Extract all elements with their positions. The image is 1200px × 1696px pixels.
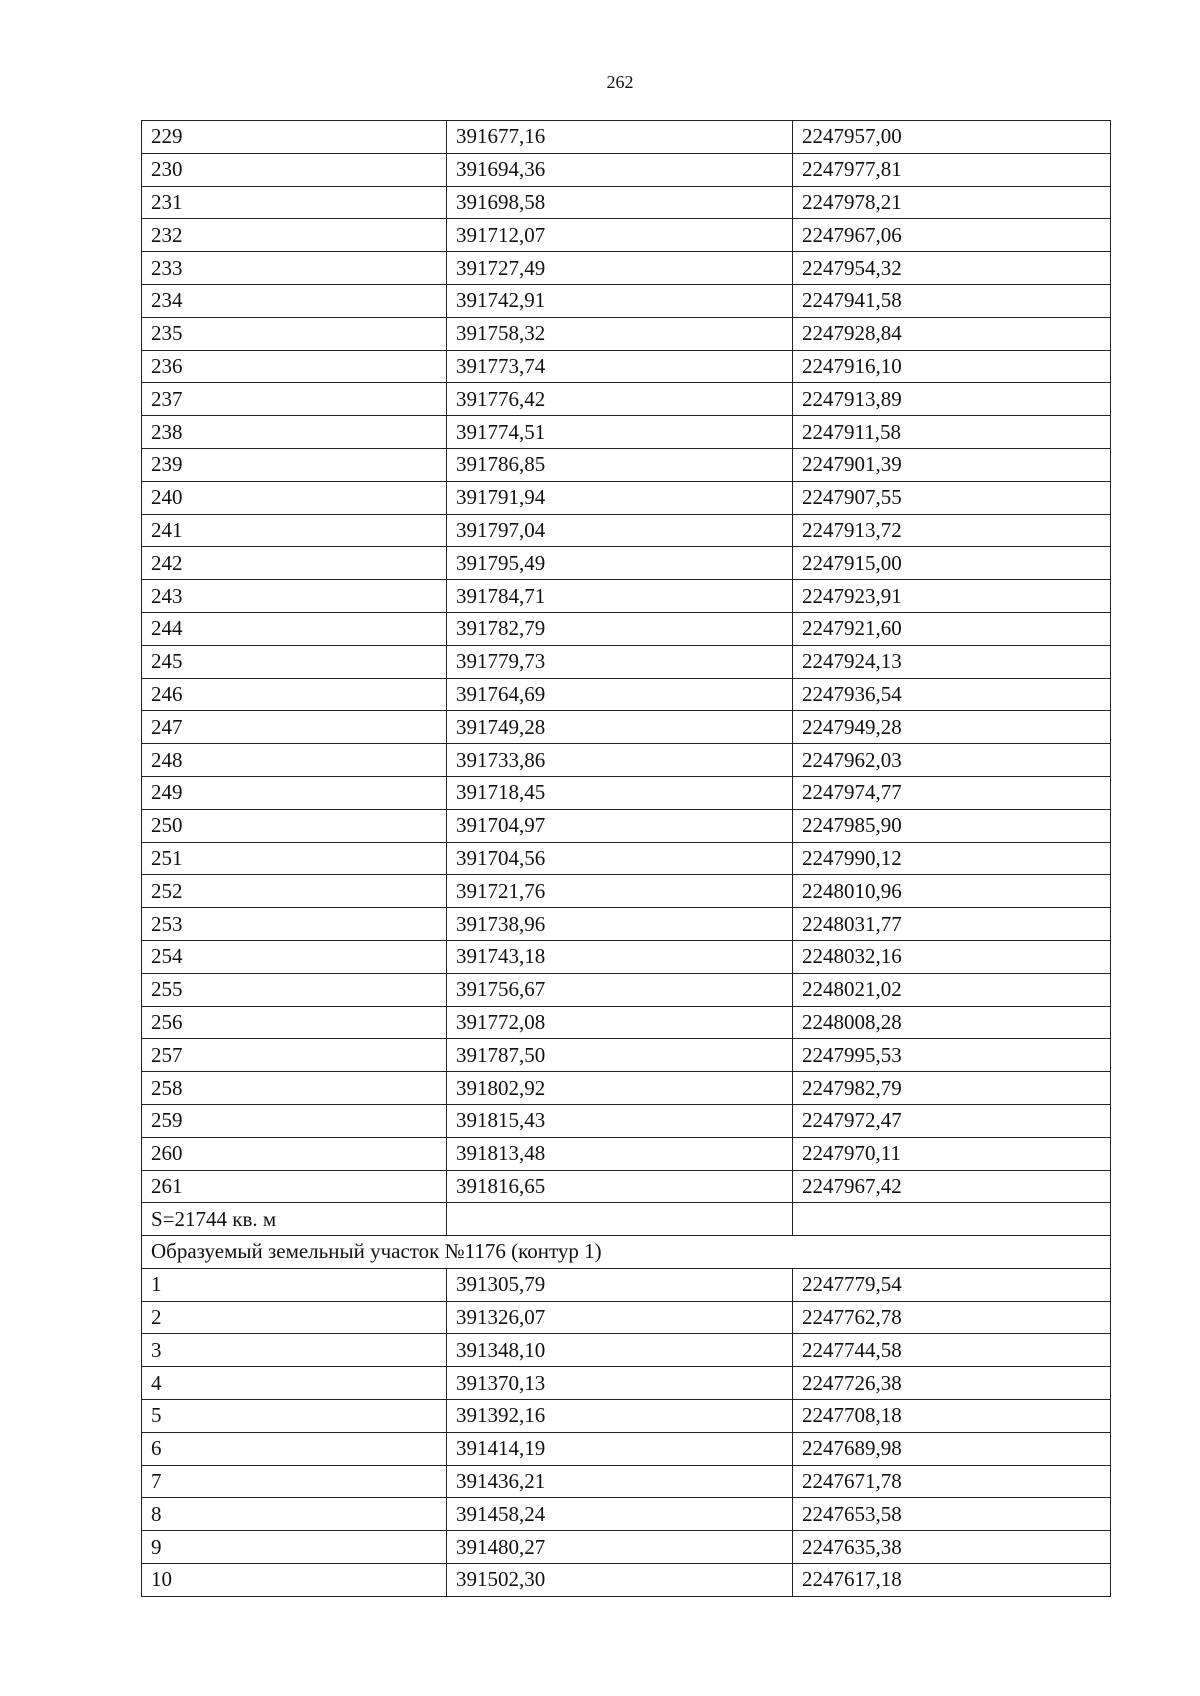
point-number-cell: 8 [142, 1498, 447, 1531]
y-coordinate-cell: 2247901,39 [793, 448, 1111, 481]
point-number-cell: 245 [142, 645, 447, 678]
point-number-cell: 7 [142, 1465, 447, 1498]
x-coordinate-cell: 391813,48 [447, 1137, 793, 1170]
y-coordinate-cell: 2247913,89 [793, 383, 1111, 416]
point-number-cell: 235 [142, 317, 447, 350]
y-coordinate-cell: 2248021,02 [793, 973, 1111, 1006]
point-number-cell: 261 [142, 1170, 447, 1203]
table-row [142, 1104, 1111, 1137]
point-number-cell: 239 [142, 448, 447, 481]
x-coordinate-cell: 391392,16 [447, 1400, 793, 1433]
table-row [142, 711, 1111, 744]
x-coordinate-cell: 391698,58 [447, 186, 793, 219]
x-coordinate-cell: 391370,13 [447, 1367, 793, 1400]
x-coordinate-cell: 391782,79 [447, 612, 793, 645]
point-number-cell: 254 [142, 940, 447, 973]
point-number-cell: 241 [142, 514, 447, 547]
point-number-cell: 258 [142, 1072, 447, 1105]
table-row [142, 1465, 1111, 1498]
table-row [142, 1400, 1111, 1433]
x-coordinate-cell: 391784,71 [447, 580, 793, 613]
area-cell: S=21744 кв. м [142, 1203, 447, 1236]
table-row [142, 1367, 1111, 1400]
point-number-cell: 230 [142, 153, 447, 186]
table-row [142, 1268, 1111, 1301]
table-row [142, 350, 1111, 383]
x-coordinate-cell: 391305,79 [447, 1268, 793, 1301]
x-coordinate-cell: 391772,08 [447, 1006, 793, 1039]
y-coordinate-cell: 2247635,38 [793, 1531, 1111, 1564]
table-row [142, 645, 1111, 678]
x-coordinate-cell: 391458,24 [447, 1498, 793, 1531]
x-coordinate-cell: 391727,49 [447, 252, 793, 285]
x-coordinate-cell: 391797,04 [447, 514, 793, 547]
table-row [142, 973, 1111, 1006]
table-row [142, 1531, 1111, 1564]
point-number-cell: 253 [142, 908, 447, 941]
point-number-cell: 9 [142, 1531, 447, 1564]
point-number-cell: 246 [142, 678, 447, 711]
x-coordinate-cell: 391694,36 [447, 153, 793, 186]
x-coordinate-cell: 391749,28 [447, 711, 793, 744]
point-number-cell: 232 [142, 219, 447, 252]
y-coordinate-cell: 2247972,47 [793, 1104, 1111, 1137]
y-coordinate-cell: 2247974,77 [793, 776, 1111, 809]
y-coordinate-cell: 2247978,21 [793, 186, 1111, 219]
y-coordinate-cell: 2247982,79 [793, 1072, 1111, 1105]
table-row [142, 317, 1111, 350]
table-row [142, 809, 1111, 842]
page-number: 262 [606, 72, 634, 92]
y-coordinate-cell: 2247977,81 [793, 153, 1111, 186]
x-coordinate-cell: 391704,56 [447, 842, 793, 875]
x-coordinate-cell: 391743,18 [447, 940, 793, 973]
y-coordinate-cell: 2247671,78 [793, 1465, 1111, 1498]
y-coordinate-cell: 2247653,58 [793, 1498, 1111, 1531]
table-row [142, 580, 1111, 613]
table-row [142, 1072, 1111, 1105]
x-coordinate-cell: 391779,73 [447, 645, 793, 678]
x-coordinate-cell: 391816,65 [447, 1170, 793, 1203]
table-row [142, 1498, 1111, 1531]
x-coordinate-cell: 391480,27 [447, 1531, 793, 1564]
x-coordinate-cell: 391733,86 [447, 744, 793, 777]
table-row [142, 1137, 1111, 1170]
table-row [142, 219, 1111, 252]
y-coordinate-cell: 2247949,28 [793, 711, 1111, 744]
x-coordinate-cell: 391712,07 [447, 219, 793, 252]
point-number-cell: 244 [142, 612, 447, 645]
point-number-cell: 236 [142, 350, 447, 383]
point-number-cell: 238 [142, 416, 447, 449]
point-number-cell: 233 [142, 252, 447, 285]
point-number-cell: 240 [142, 481, 447, 514]
y-coordinate-cell: 2247921,60 [793, 612, 1111, 645]
y-coordinate-cell: 2247924,13 [793, 645, 1111, 678]
area-row-group [142, 1203, 1111, 1269]
x-coordinate-cell: 391758,32 [447, 317, 793, 350]
table-row [142, 1564, 1111, 1597]
point-number-cell: 247 [142, 711, 447, 744]
table-row [142, 1170, 1111, 1203]
point-number-cell: 256 [142, 1006, 447, 1039]
table-row [142, 1039, 1111, 1072]
x-coordinate-cell: 391742,91 [447, 284, 793, 317]
point-number-cell: 3 [142, 1334, 447, 1367]
table-row [142, 153, 1111, 186]
y-coordinate-cell: 2247941,58 [793, 284, 1111, 317]
table-row [142, 1432, 1111, 1465]
table-row [142, 908, 1111, 941]
table-row [142, 514, 1111, 547]
y-coordinate-cell: 2247954,32 [793, 252, 1111, 285]
point-number-cell: 242 [142, 547, 447, 580]
y-coordinate-cell: 2247744,58 [793, 1334, 1111, 1367]
x-coordinate-cell: 391414,19 [447, 1432, 793, 1465]
point-number-cell: 260 [142, 1137, 447, 1170]
table-row [142, 547, 1111, 580]
x-coordinate-cell: 391738,96 [447, 908, 793, 941]
point-number-cell: 248 [142, 744, 447, 777]
point-number-cell: 249 [142, 776, 447, 809]
x-coordinate-cell: 391436,21 [447, 1465, 793, 1498]
point-number-cell: 259 [142, 1104, 447, 1137]
x-coordinate-cell: 391677,16 [447, 121, 793, 154]
y-coordinate-cell: 2248031,77 [793, 908, 1111, 941]
table-row [142, 1301, 1111, 1334]
point-number-cell: 1 [142, 1268, 447, 1301]
point-number-cell: 257 [142, 1039, 447, 1072]
point-number-cell: 237 [142, 383, 447, 416]
point-number-cell: 10 [142, 1564, 447, 1597]
x-coordinate-cell: 391815,43 [447, 1104, 793, 1137]
table-row [142, 842, 1111, 875]
x-coordinate-cell: 391764,69 [447, 678, 793, 711]
point-number-cell: 255 [142, 973, 447, 1006]
table-row [142, 875, 1111, 908]
y-coordinate-cell: 2248010,96 [793, 875, 1111, 908]
coordinates-body-b [142, 1268, 1111, 1596]
section-row [142, 1236, 1111, 1269]
table-row [142, 121, 1111, 154]
y-coordinate-cell: 2247726,38 [793, 1367, 1111, 1400]
point-number-cell: 5 [142, 1400, 447, 1433]
y-coordinate-cell: 2247916,10 [793, 350, 1111, 383]
y-coordinate-cell: 2247995,53 [793, 1039, 1111, 1072]
point-number-cell: 251 [142, 842, 447, 875]
point-number-cell: 229 [142, 121, 447, 154]
table-row [142, 383, 1111, 416]
x-coordinate-cell: 391787,50 [447, 1039, 793, 1072]
y-coordinate-cell: 2247762,78 [793, 1301, 1111, 1334]
table-row [142, 940, 1111, 973]
y-coordinate-cell: 2248032,16 [793, 940, 1111, 973]
area-cell-empty [447, 1203, 793, 1236]
point-number-cell: 4 [142, 1367, 447, 1400]
x-coordinate-cell: 391756,67 [447, 973, 793, 1006]
table-row [142, 416, 1111, 449]
y-coordinate-cell: 2247689,98 [793, 1432, 1111, 1465]
x-coordinate-cell: 391326,07 [447, 1301, 793, 1334]
table-row [142, 448, 1111, 481]
y-coordinate-cell: 2247928,84 [793, 317, 1111, 350]
y-coordinate-cell: 2247923,91 [793, 580, 1111, 613]
y-coordinate-cell: 2247779,54 [793, 1268, 1111, 1301]
y-coordinate-cell: 2247967,06 [793, 219, 1111, 252]
x-coordinate-cell: 391791,94 [447, 481, 793, 514]
point-number-cell: 2 [142, 1301, 447, 1334]
table-row [142, 744, 1111, 777]
table-row [142, 1006, 1111, 1039]
point-number-cell: 252 [142, 875, 447, 908]
area-cell-empty [793, 1203, 1111, 1236]
table-row [142, 186, 1111, 219]
coordinates-body-a [142, 121, 1111, 1203]
y-coordinate-cell: 2247907,55 [793, 481, 1111, 514]
y-coordinate-cell: 2247913,72 [793, 514, 1111, 547]
area-row [142, 1203, 1111, 1236]
x-coordinate-cell: 391502,30 [447, 1564, 793, 1597]
table-row [142, 678, 1111, 711]
table-row [142, 612, 1111, 645]
y-coordinate-cell: 2247962,03 [793, 744, 1111, 777]
x-coordinate-cell: 391786,85 [447, 448, 793, 481]
point-number-cell: 250 [142, 809, 447, 842]
y-coordinate-cell: 2248008,28 [793, 1006, 1111, 1039]
y-coordinate-cell: 2247970,11 [793, 1137, 1111, 1170]
y-coordinate-cell: 2247936,54 [793, 678, 1111, 711]
table-row [142, 776, 1111, 809]
x-coordinate-cell: 391795,49 [447, 547, 793, 580]
x-coordinate-cell: 391721,76 [447, 875, 793, 908]
y-coordinate-cell: 2247708,18 [793, 1400, 1111, 1433]
x-coordinate-cell: 391774,51 [447, 416, 793, 449]
x-coordinate-cell: 391802,92 [447, 1072, 793, 1105]
y-coordinate-cell: 2247990,12 [793, 842, 1111, 875]
point-number-cell: 231 [142, 186, 447, 219]
point-number-cell: 234 [142, 284, 447, 317]
y-coordinate-cell: 2247911,58 [793, 416, 1111, 449]
y-coordinate-cell: 2247915,00 [793, 547, 1111, 580]
table-row [142, 252, 1111, 285]
y-coordinate-cell: 2247617,18 [793, 1564, 1111, 1597]
y-coordinate-cell: 2247985,90 [793, 809, 1111, 842]
point-number-cell: 243 [142, 580, 447, 613]
table-row [142, 481, 1111, 514]
y-coordinate-cell: 2247957,00 [793, 121, 1111, 154]
point-number-cell: 6 [142, 1432, 447, 1465]
coordinates-table [141, 120, 1111, 1597]
y-coordinate-cell: 2247967,42 [793, 1170, 1111, 1203]
x-coordinate-cell: 391704,97 [447, 809, 793, 842]
x-coordinate-cell: 391776,42 [447, 383, 793, 416]
section-title: Образуемый земельный участок №1176 (контур 1) [142, 1236, 1111, 1269]
x-coordinate-cell: 391773,74 [447, 350, 793, 383]
table-row [142, 284, 1111, 317]
x-coordinate-cell: 391718,45 [447, 776, 793, 809]
x-coordinate-cell: 391348,10 [447, 1334, 793, 1367]
table-row [142, 1334, 1111, 1367]
